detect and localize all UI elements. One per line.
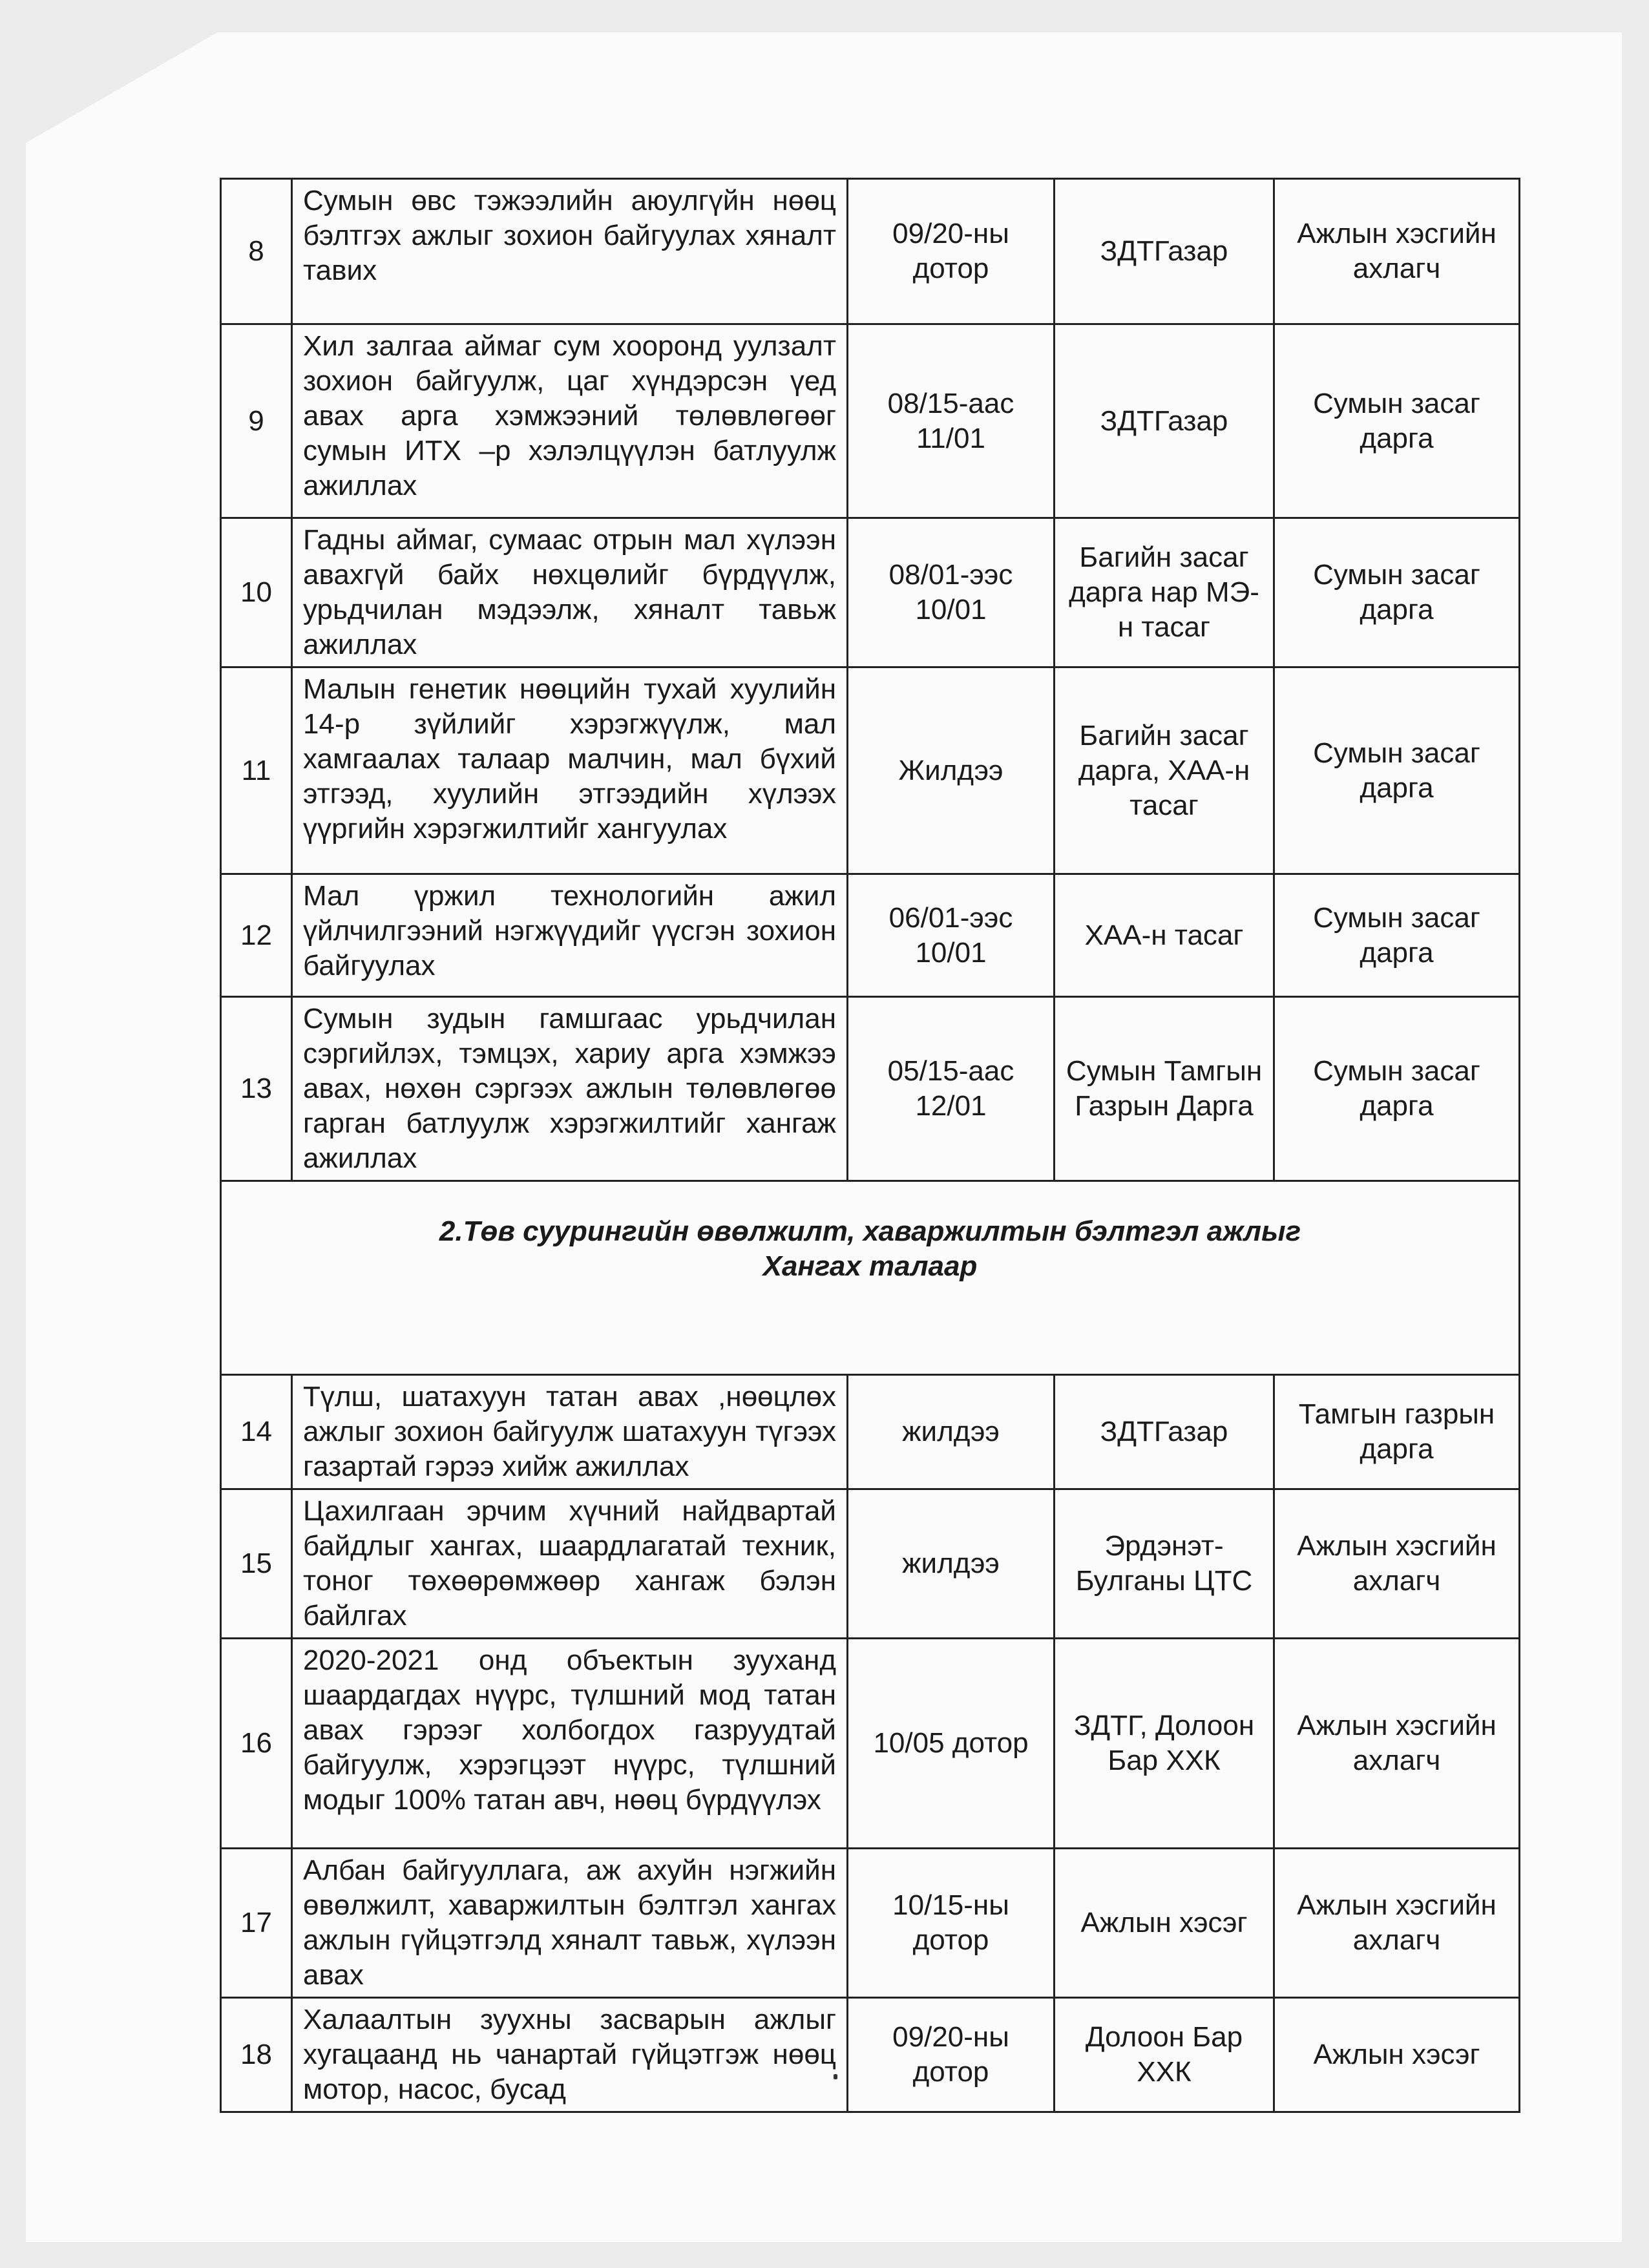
row-deadline: жилдээ [848,1375,1055,1489]
row-executor: ЗДТГазар [1055,1375,1274,1489]
row-deadline: 09/20-ны дотор [848,179,1055,324]
row-executor: ЗДТГ, Долоон Бар ХХК [1055,1639,1274,1849]
row-supervisor: Сумын засаг дарга [1274,324,1520,518]
scan-dot [834,2074,837,2079]
row-number: 10 [221,518,292,667]
row-task: 2020-2021 онд объектын зууханд шаардагдах нүүрс, түлшний мод татан авах гэрээг холбогдох газруудтай байгуулж, хэрэгцээт нүүрс, түлшний модыг 100% татан авч, нөөц бүрдүүлэх [292,1639,848,1849]
row-supervisor: Сумын засаг дарга [1274,997,1520,1181]
row-task: Малын генетик нөөцийн тухай хуулийн 14-р зүйлийг хэрэгжүүлж, мал хамгаалах талаар малчин, мал бүхий этгээд, хуулийн этгээдийн хүлээх үүргийн хэрэгжилтийг хангуулах [292,667,848,874]
row-executor: Эрдэнэт-Булганы ЦТС [1055,1489,1274,1639]
row-deadline: 08/01-ээс 10/01 [848,518,1055,667]
row-number: 16 [221,1639,292,1849]
table-body-part-2 [221,1375,1520,2112]
table-row [221,518,1520,667]
row-task: Мал үржил технологийн ажил үйлчилгээний нэгжүүдийг үүсгэн зохион байгуулах [292,874,848,997]
table-row [221,1375,1520,1489]
row-deadline: 10/05 дотор [848,1639,1055,1849]
row-deadline: 06/01-ээс 10/01 [848,874,1055,997]
row-executor: Сумын Тамгын Газрын Дарга [1055,997,1274,1181]
row-executor: Багийн засаг дарга нар МЭ-н тасаг [1055,518,1274,667]
table-row [221,324,1520,518]
row-task: Түлш, шатахуун татан авах ,нөөцлөх ажлыг зохион байгуулж шатахуун түгээх газартай гэрээ хийж ажиллах [292,1375,848,1489]
row-supervisor: Ажлын хэсгийн ахлагч [1274,1489,1520,1639]
row-executor: ХАА-н тасаг [1055,874,1274,997]
row-supervisor: Сумын засаг дарга [1274,667,1520,874]
row-deadline: 09/20-ны дотор [848,1998,1055,2112]
table-row [221,1639,1520,1849]
section-heading-line-2: Хангах талаар [762,1250,978,1282]
row-number: 11 [221,667,292,874]
row-supervisor: Сумын засаг дарга [1274,874,1520,997]
row-executor: ЗДТГазар [1055,179,1274,324]
row-deadline: 08/15-аас 11/01 [848,324,1055,518]
row-supervisor: Ажлын хэсгийн ахлагч [1274,1849,1520,1998]
row-number: 12 [221,874,292,997]
row-number: 8 [221,179,292,324]
row-task: Халаалтын зуухны засварын ажлыг хугацаанд нь чанартай гүйцэтгэж нөөц мотор, насос, бусад [292,1998,848,2112]
row-number: 17 [221,1849,292,1998]
row-number: 18 [221,1998,292,2112]
row-deadline: Жилдээ [848,667,1055,874]
row-deadline: жилдээ [848,1489,1055,1639]
row-task: Цахилгаан эрчим хүчний найдвартай байдлыг хангах, шаардлагатай техник, тоног төхөөрөмжөөр хангаж бэлэн байлгах [292,1489,848,1639]
row-task: Албан байгууллага, аж ахуйн нэгжийн өвөлжилт, хаваржилтын бэлтгэл хангах ажлын гүйцэтгэлд хяналт тавьж, хүлээн авах [292,1849,848,1998]
row-deadline: 10/15-ны дотор [848,1849,1055,1998]
table-body-part-1 [221,179,1520,1181]
row-task: Гадны аймаг, сумаас отрын мал хүлээн авахгүй байх нөхцөлийг бүрдүүлж, урьдчилан мэдээлж, хяналт тавьж ажиллах [292,518,848,667]
row-executor: Ажлын хэсэг [1055,1849,1274,1998]
table-row [221,179,1520,324]
section-heading [221,1181,1520,1375]
row-task: Сумын өвс тэжээлийн аюулгүйн нөөц бэлтгэх ажлыг зохион байгуулах хяналт тавих [292,179,848,324]
table-row [221,874,1520,997]
section-heading-line-1: 2.Төв суурингийн өвөлжилт, хаваржилтын бэлтгэл ажлыг [439,1215,1301,1247]
table-row [221,1489,1520,1639]
row-number: 15 [221,1489,292,1639]
row-task: Сумын зудын гамшгаас урьдчилан сэргийлэх, тэмцэх, хариу арга хэмжээ авах, нөхөн сэргээх ажлын төлөвлөгөө гарган батлуулж хэрэгжилтийг хангаж ажиллах [292,997,848,1181]
row-supervisor: Ажлын хэсэг [1274,1998,1520,2112]
section-header-row [221,1181,1520,1375]
row-executor: Багийн засаг дарга, ХАА-н тасаг [1055,667,1274,874]
row-task: Хил залгаа аймаг сум хооронд уулзалт зохион байгуулж, цаг хүндэрсэн үед авах арга хэмжээний төлөвлөгөөг сумын ИТХ –р хэлэлцүүлэн батлуулж ажиллах [292,324,848,518]
row-number: 9 [221,324,292,518]
row-number: 13 [221,997,292,1181]
table-row [221,1998,1520,2112]
row-executor: Долоон Бар ХХК [1055,1998,1274,2112]
table-row [221,1849,1520,1998]
section-header-group [221,1181,1520,1375]
row-supervisor: Ажлын хэсгийн ахлагч [1274,1639,1520,1849]
row-deadline: 05/15-аас 12/01 [848,997,1055,1181]
row-executor: ЗДТГазар [1055,324,1274,518]
row-supervisor: Тамгын газрын дарга [1274,1375,1520,1489]
table-row [221,997,1520,1181]
table-row [221,667,1520,874]
row-number: 14 [221,1375,292,1489]
row-supervisor: Ажлын хэсгийн ахлагч [1274,179,1520,324]
action-plan-table [220,178,1520,2113]
row-supervisor: Сумын засаг дарга [1274,518,1520,667]
